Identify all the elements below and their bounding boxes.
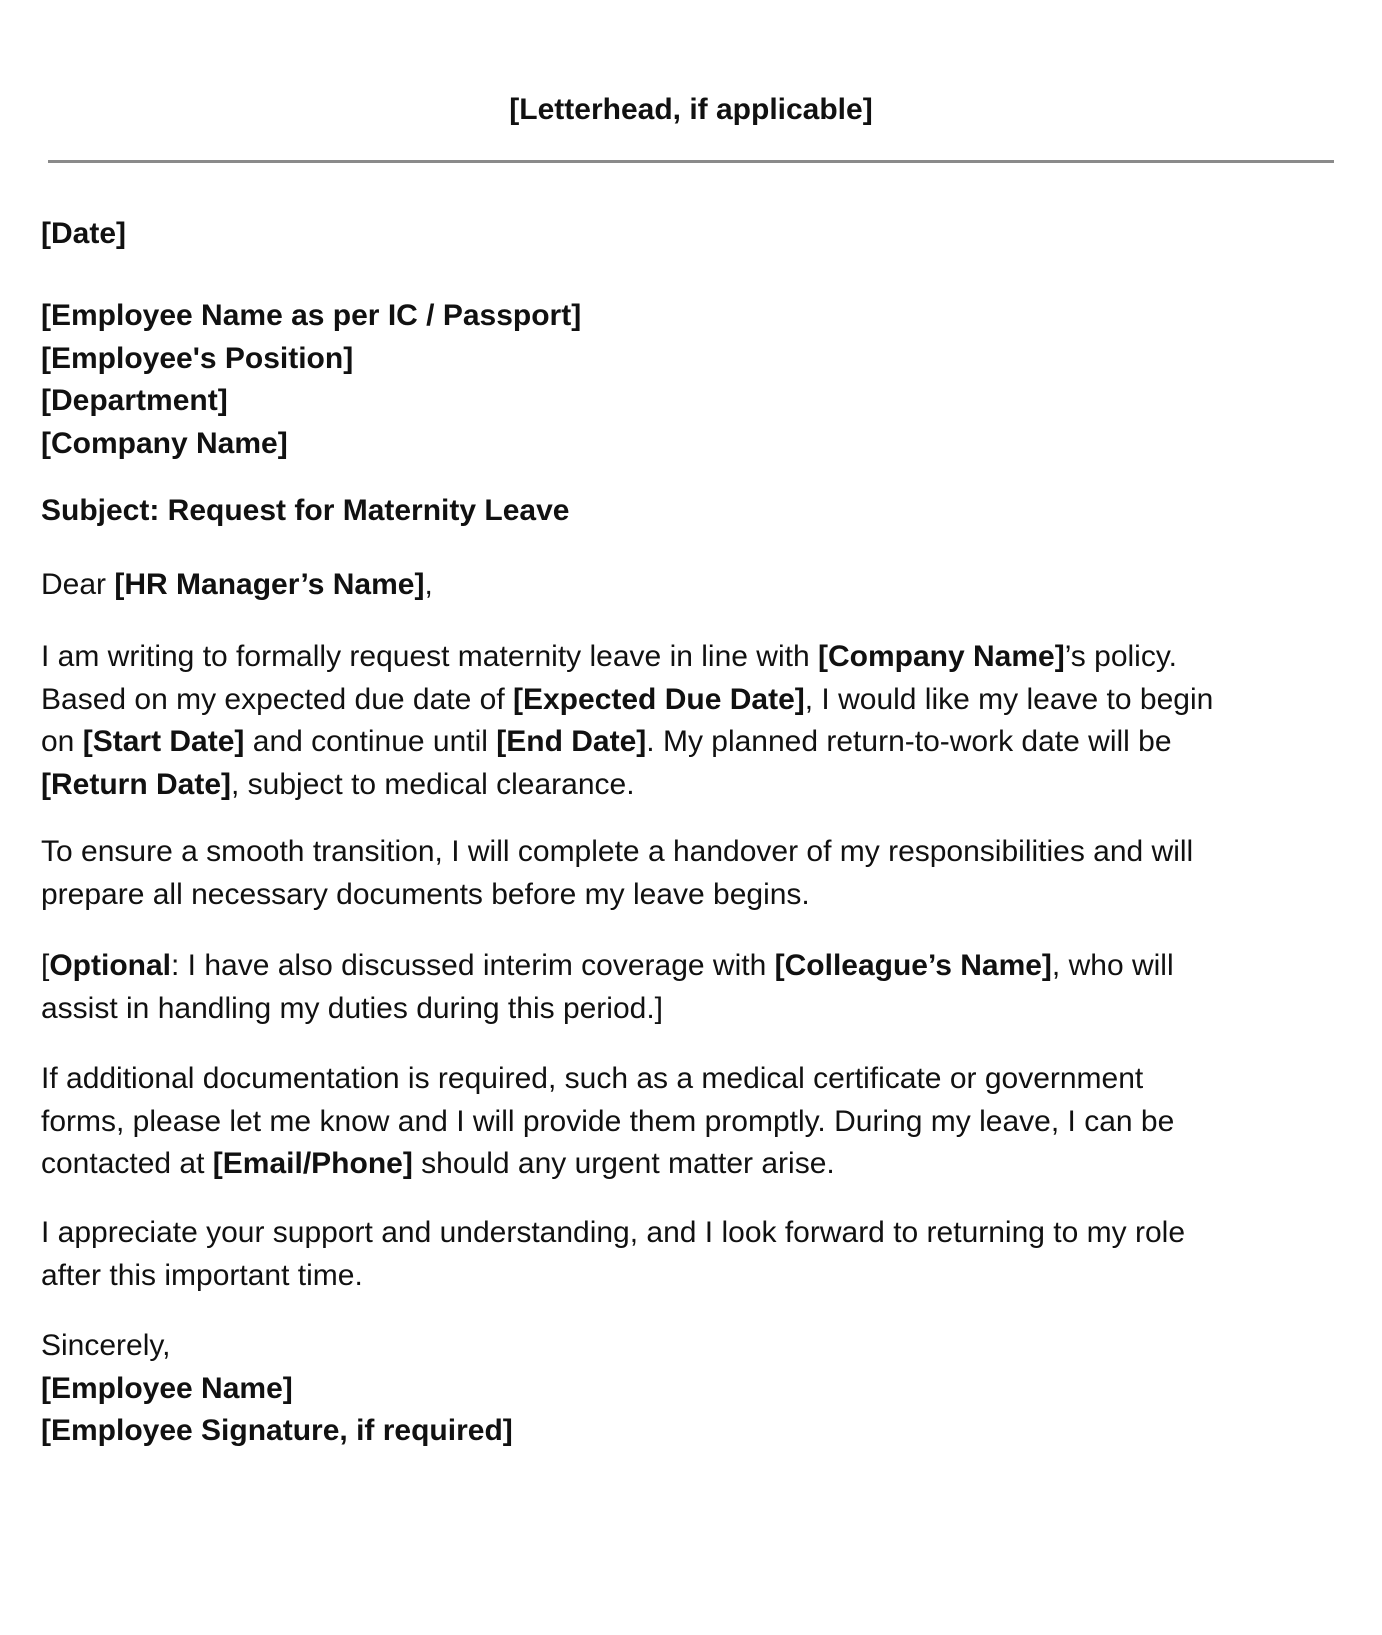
valediction: Sincerely, bbox=[41, 1329, 171, 1362]
closing-name: [Employee Name] bbox=[41, 1371, 293, 1405]
paragraph-documentation bbox=[41, 1058, 1341, 1186]
para4-line: If additional documentation is required, such as a medical certificate or government bbox=[41, 1062, 1144, 1095]
recipient-department: [Department] bbox=[41, 384, 228, 417]
salutation-prefix: Dear bbox=[41, 568, 115, 601]
para1-text: , I would like my leave to begin bbox=[804, 682, 1214, 716]
due-date-placeholder: [Expected Due Date] bbox=[513, 682, 805, 716]
subject-block bbox=[41, 490, 1341, 533]
paragraph-optional bbox=[41, 945, 1341, 1030]
paragraph-transition bbox=[41, 831, 1341, 916]
contact-placeholder: [Email/Phone] bbox=[212, 1147, 413, 1180]
recipient-name: [Employee Name as per IC / Passport] bbox=[41, 299, 582, 332]
recipient-company: [Company Name] bbox=[41, 426, 288, 460]
para1-text: I am writing to formally request maternity leave in line with bbox=[41, 640, 818, 673]
colleague-placeholder: [Colleague’s Name] bbox=[774, 949, 1052, 982]
para1-text: . My planned return-to-work date will be bbox=[646, 725, 1172, 758]
para2-line: prepare all necessary documents before my leave begins. bbox=[41, 877, 810, 911]
recipient-block bbox=[41, 295, 1341, 465]
para1-text: and continue until bbox=[244, 725, 497, 758]
para1-text: Based on my expected due date of bbox=[41, 682, 513, 716]
para5-line: I appreciate your support and understanding, and I look forward to returning to my role bbox=[41, 1216, 1185, 1249]
para1-text: , subject to medical clearance. bbox=[231, 767, 635, 801]
return-date-placeholder: [Return Date] bbox=[41, 767, 232, 801]
paragraph-appreciation bbox=[41, 1212, 1341, 1297]
para3-line: assist in handling my duties during this period.] bbox=[41, 991, 664, 1025]
optional-label: Optional bbox=[49, 949, 171, 982]
para3-text: [ bbox=[41, 949, 50, 982]
para5-line: after this important time. bbox=[41, 1258, 363, 1292]
para2-line: To ensure a smooth transition, I will complete a handover of my responsibilities and will bbox=[41, 835, 1194, 868]
company-placeholder: [Company Name] bbox=[817, 640, 1065, 673]
closing-block bbox=[41, 1325, 1341, 1453]
date: [Date] bbox=[41, 217, 127, 250]
letterhead: [Letterhead, if applicable] bbox=[509, 93, 873, 126]
letterhead-divider bbox=[48, 160, 1334, 163]
salutation bbox=[41, 564, 1341, 607]
para4-text: should any urgent matter arise. bbox=[412, 1147, 835, 1180]
para1-text: on bbox=[41, 725, 83, 758]
end-date-placeholder: [End Date] bbox=[496, 725, 647, 758]
salutation-name: [HR Manager’s Name] bbox=[114, 568, 425, 601]
recipient-position: [Employee's Position] bbox=[41, 341, 354, 375]
closing-signature: [Employee Signature, if required] bbox=[41, 1414, 513, 1447]
date-block bbox=[41, 213, 1341, 256]
para3-text: , who will bbox=[1051, 949, 1174, 982]
subject-line: Subject: Request for Maternity Leave bbox=[41, 494, 570, 527]
start-date-placeholder: [Start Date] bbox=[82, 725, 245, 758]
para3-text: : I have also discussed interim coverage with bbox=[171, 949, 775, 982]
para4-text: contacted at bbox=[41, 1147, 213, 1180]
para4-line: forms, please let me know and I will provide them promptly. During my leave, I can be bbox=[41, 1104, 1175, 1138]
para1-text: ’s policy. bbox=[1064, 640, 1177, 673]
paragraph-request bbox=[41, 636, 1341, 806]
salutation-suffix: , bbox=[424, 568, 433, 601]
